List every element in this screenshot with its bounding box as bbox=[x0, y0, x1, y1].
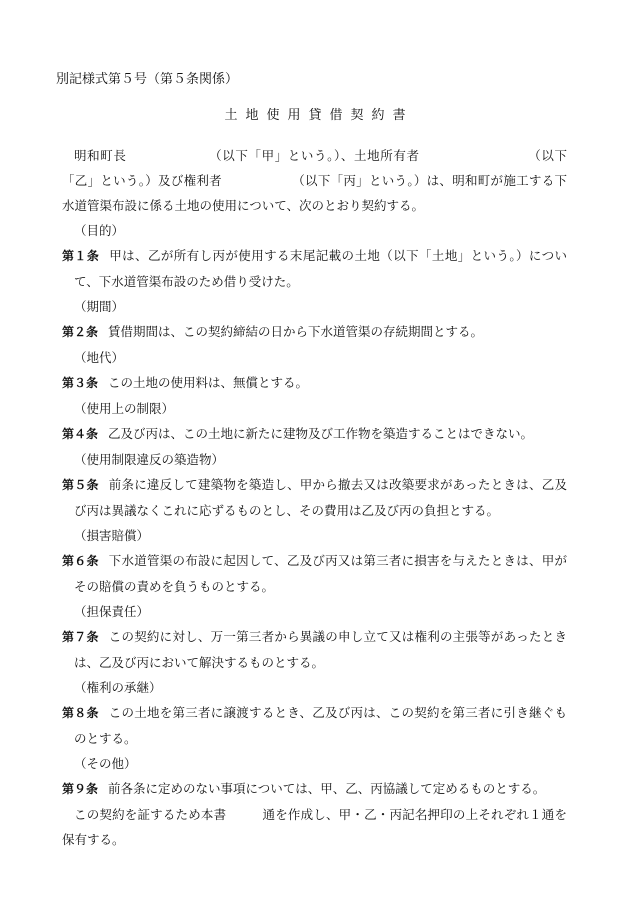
article-heading: （権利の承継） bbox=[74, 680, 162, 695]
closing-part-2: 通を作成し、甲・乙・丙記名押印の上それぞれ１通を保有する。 bbox=[62, 807, 567, 847]
article-number: 第７条 bbox=[62, 630, 99, 644]
document-title: 土地使用貸借契約書 bbox=[224, 108, 414, 123]
article-heading: （使用制限違反の築造物） bbox=[74, 452, 225, 467]
article-number: 第８条 bbox=[62, 706, 99, 720]
article-number: 第５条 bbox=[62, 478, 99, 492]
article-text: 前各条に定めのない事項については、甲、乙、丙協議して定めるものとする。 bbox=[108, 781, 546, 796]
article-heading: （その他） bbox=[74, 756, 137, 771]
article-3 bbox=[62, 370, 567, 396]
form-number: 別記様式第５号（第５条関係） bbox=[56, 72, 239, 87]
article-text: この土地を第三者に譲渡するとき、乙及び丙は、この契約を第三者に引き継ぐものとする。 bbox=[74, 705, 567, 746]
article-text: この土地の使用料は、無償とする。 bbox=[108, 375, 309, 390]
article-number: 第９条 bbox=[62, 782, 99, 796]
closing-paragraph bbox=[62, 802, 567, 852]
article-heading: （損害賠償） bbox=[74, 528, 150, 543]
article-4 bbox=[62, 421, 567, 447]
article-text: 前条に違反して建築物を築造し、甲から撤去又は改築要求があったときは、乙及び丙は異議なくこれに応ずるものとし、その費用は乙及び丙の負担とする。 bbox=[74, 477, 567, 518]
article-text: この契約に対し、万一第三者から異議の申し立て又は権利の主張等があったときは、乙及び丙において解決するものとする。 bbox=[74, 629, 567, 670]
contract-body bbox=[62, 143, 567, 852]
article-1 bbox=[62, 243, 567, 294]
article-heading: （期間） bbox=[74, 299, 125, 314]
article-number: 第１条 bbox=[62, 249, 100, 263]
article-6 bbox=[62, 548, 567, 599]
article-text: 賃借期間は、この契約締結の日から下水道管渠の存続期間とする。 bbox=[108, 324, 484, 339]
article-number: 第４条 bbox=[62, 427, 99, 441]
article-5 bbox=[62, 472, 567, 523]
intro-part-2: （以下「甲」という。）、土地所有者 bbox=[208, 148, 420, 163]
article-heading: （担保責任） bbox=[74, 604, 150, 619]
article-8 bbox=[62, 700, 567, 751]
article-number: 第２条 bbox=[62, 325, 99, 339]
article-7 bbox=[62, 624, 567, 675]
article-heading: （地代） bbox=[74, 350, 125, 365]
intro-part-4: （以下「丙」という。）は、明和町が施工する下水道管渠布設に係る土地の使用について、次のとおり契約する。 bbox=[62, 173, 567, 213]
intro-part-1: 明和町長 bbox=[74, 148, 127, 163]
article-text: 下水道管渠の布設に起因して、乙及び丙又は第三者に損害を与えたときは、甲がその賠償の責めを負うものとする。 bbox=[74, 553, 567, 594]
article-9 bbox=[62, 776, 567, 802]
article-text: 乙及び丙は、この土地に新たに建物及び工作物を築造することはできない。 bbox=[108, 426, 534, 441]
article-text: 甲は、乙が所有し丙が使用する末尾記載の土地（以下「土地」という。）について、下水道管渠布設のため借り受けた。 bbox=[74, 248, 567, 289]
intro-paragraph bbox=[62, 143, 567, 218]
article-number: 第６条 bbox=[62, 554, 99, 568]
article-heading: （目的） bbox=[74, 223, 125, 238]
article-number: 第３条 bbox=[62, 376, 99, 390]
closing-part-1: この契約を証するため本書 bbox=[74, 807, 227, 822]
article-2 bbox=[62, 319, 567, 345]
article-heading: （使用上の制限） bbox=[74, 401, 175, 416]
intro-part-3: （以下「乙」という。）及び権利者 bbox=[62, 148, 567, 188]
